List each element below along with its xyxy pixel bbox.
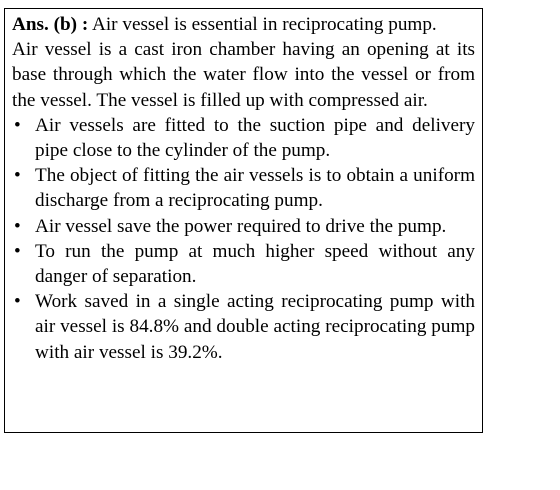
answer-label: Ans. (b) : <box>12 14 89 35</box>
bullet-icon: • <box>14 240 21 262</box>
point-text: The object of fitting the air vessels is to obtain a uniform discharge from a reciprocating pump. <box>35 165 475 212</box>
point-text: Air vessel save the power required to drive the pump. <box>35 215 447 237</box>
list-item <box>12 113 475 163</box>
answer-box <box>4 8 483 433</box>
point-text: Work saved in a single acting reciprocating pump with air vessel is 84.8% and double acting reciprocating pump with air vessel is 39.2%. <box>35 291 475 363</box>
answer-lead-text: Air vessel is essential in reciprocating pump. <box>88 14 437 35</box>
bullet-icon: • <box>14 165 21 187</box>
point-text: To run the pump at much higher speed without any danger of separation. <box>35 240 475 288</box>
list-item <box>12 214 475 239</box>
answer-heading <box>12 12 475 37</box>
bullet-icon: • <box>14 291 21 313</box>
point-text: Air vessels are fitted to the suction pipe and delivery pipe close to the cylinder of the pump. <box>35 114 475 162</box>
bullet-icon: • <box>14 114 21 136</box>
list-item <box>12 239 475 289</box>
air-vessel-points-list <box>12 113 475 365</box>
list-item <box>12 289 475 365</box>
list-item <box>12 163 475 213</box>
air-vessel-definition: Air vessel is a cast iron chamber having an opening at its base through which the water flow into the vessel or from the vessel. The vessel is filled up with compressed air. <box>12 39 475 111</box>
bullet-icon: • <box>14 215 21 237</box>
